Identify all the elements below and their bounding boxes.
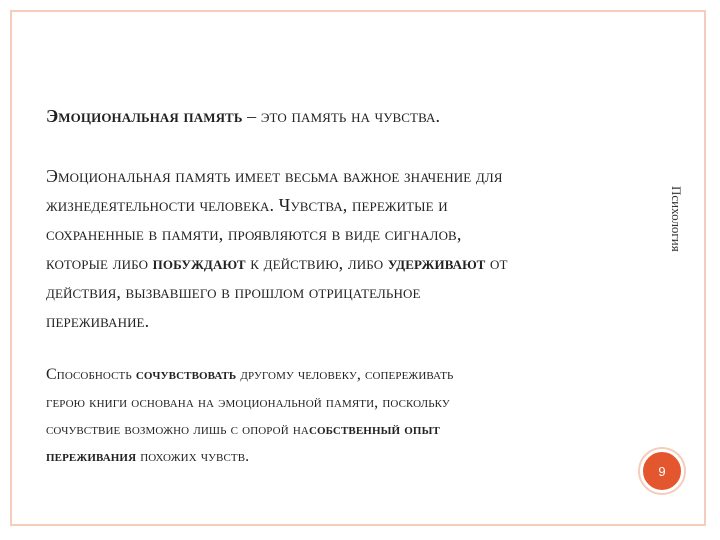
term-emotional-memory: Эмоциональная память — [46, 106, 243, 126]
term-empathize: сочувствовать — [135, 366, 237, 383]
paragraph-2-line-3: сохраненные в памяти, проявляются в виде сигналов, — [46, 224, 462, 244]
paragraph-3-line-4: переживания похожих чувств. — [46, 448, 250, 465]
paragraph-1: Эмоциональная память – это память на чувства. — [46, 106, 441, 126]
paragraph-2-line-2: жизнедеятельности человека. Чувства, пережитые и — [46, 195, 448, 215]
paragraph-3-line-1: Способность сочувствовать другому человеку, сопереживать — [46, 366, 454, 383]
term-experiencing: переживания — [46, 448, 137, 465]
paragraph-3-line-3: сочувствие возможно лишь с опорой насобственный опыт — [46, 421, 440, 438]
term-restrain: удерживают — [387, 253, 486, 273]
sidebar-label: Психология — [669, 186, 684, 252]
term-own-experience: собственный опыт — [308, 421, 440, 438]
paragraph-3-line-2: герою книги основана на эмоциональной памяти, поскольку — [46, 394, 450, 411]
paragraph-2-line-4: которые либо побуждают к действию, либо удерживают от — [46, 253, 508, 273]
paragraph-2-line-5: действия, вызвавшего в прошлом отрицательное — [46, 282, 421, 302]
paragraph-2-line-1: Эмоциональная память имеет весьма важное значение для — [46, 166, 503, 186]
paragraph-2-line-6: переживание. — [46, 311, 150, 331]
page-number: 9 — [658, 463, 666, 479]
term-motivate: побуждают — [152, 253, 246, 273]
page-number-badge — [640, 449, 684, 493]
